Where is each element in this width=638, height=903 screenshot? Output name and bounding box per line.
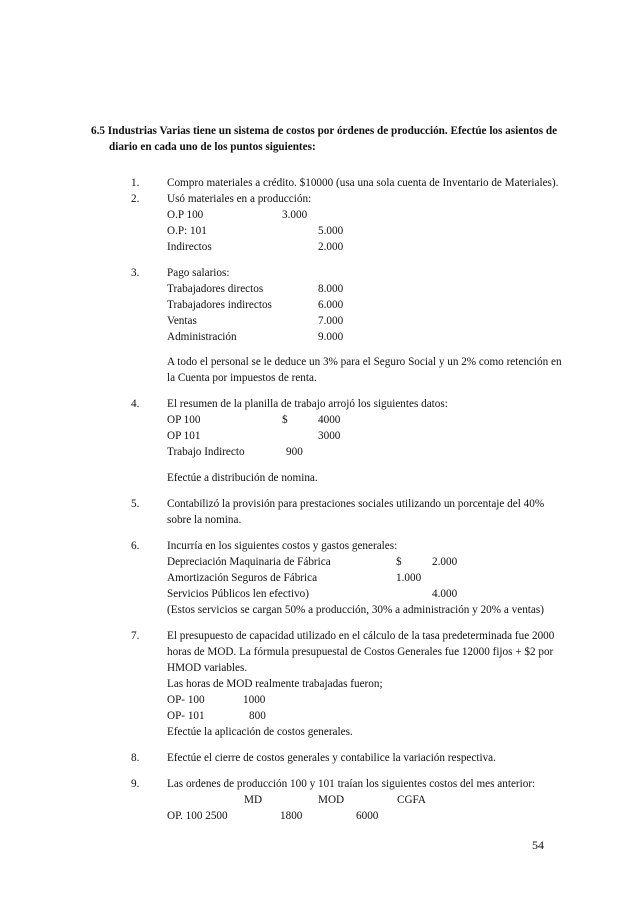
item-3-row3-label: Ventas (167, 315, 197, 327)
item-3-row2-label: Trabajadores indirectos (167, 299, 272, 311)
item-7-line1: El presupuesto de capacidad utilizado en el cálculo de la tasa predeterminada fue 2000 (167, 630, 555, 642)
item-9-header-mod: MOD (318, 794, 345, 806)
item-4-row1-value: 4000 (318, 414, 341, 426)
item-6-text: Incurría en los siguientes costos y gastos generales: (167, 540, 398, 552)
item-9-header-cgfa: CGFA (397, 794, 427, 806)
item-6-row3-value: 4.000 (432, 588, 458, 600)
item-1-text: Compro materiales a crédito. $10000 (usa una sola cuenta de Inventario de Materiales). (167, 177, 559, 189)
item-7-row2-label: OP- 101 (167, 710, 205, 722)
item-5-line2: sobre la nomina. (167, 514, 242, 526)
item-4-row2-value: 3000 (318, 430, 341, 442)
item-4-number: 4. (131, 398, 140, 410)
item-4-row1-label: OP 100 (167, 414, 201, 426)
page-number: 54 (532, 838, 544, 852)
item-3-text: Pago salarios: (167, 267, 230, 279)
item-2-number: 2. (131, 193, 140, 205)
item-7-row1-value: 1000 (243, 694, 266, 706)
item-8-number: 8. (131, 752, 140, 764)
item-3-row3-value: 7.000 (318, 315, 344, 327)
item-9-row1-label: OP. 100 2500 (167, 810, 228, 822)
item-3-row4-label: Administración (167, 331, 237, 343)
item-6-row1-currency: $ (396, 556, 402, 568)
item-7-note: Efectúe la aplicación de costos generales. (167, 726, 353, 738)
item-3-note-line2: la Cuenta por impuestos de renta. (167, 372, 317, 384)
item-6-number: 6. (131, 540, 140, 552)
item-3-number: 3. (131, 267, 140, 279)
item-7-line2: horas de MOD. La fórmula presupuestal de Costos Generales fue 12000 fijos + $2 por (167, 646, 554, 658)
item-9-row1-cgfa: 6000 (356, 810, 379, 822)
item-4-text: El resumen de la planilla de trabajo arrojó los siguientes datos: (167, 398, 448, 410)
item-4-row1-currency: $ (282, 414, 288, 426)
item-7-line4: Las horas de MOD realmente trabajadas fueron; (167, 678, 383, 690)
item-1-number: 1. (131, 177, 140, 189)
item-5-line1: Contabilizó la provisión para prestaciones sociales utilizando un porcentaje del 40% (167, 498, 545, 510)
item-9-header-md: MD (244, 794, 263, 806)
item-2-row2-value: 5.000 (318, 225, 344, 237)
item-3-note-line1: A todo el personal se le deduce un 3% para el Seguro Social y un 2% como retención en (167, 356, 562, 368)
item-5-number: 5. (131, 498, 140, 510)
item-4-note: Efectúe a distribución de nomina. (167, 472, 318, 484)
item-9-number: 9. (131, 778, 140, 790)
item-2-row1-label: O.P 100 (167, 209, 204, 221)
item-7-row1-label: OP- 100 (167, 694, 205, 706)
item-7-number: 7. (131, 630, 140, 642)
item-6-row1-label: Depreciación Maquinaria de Fábrica (167, 556, 331, 568)
item-9-row1-mod: 1800 (280, 810, 303, 822)
item-9-text: Las ordenes de producción 100 y 101 traían los siguientes costos del mes anterior: (167, 778, 536, 790)
exercise-heading-line1: 6.5 Industrias Varias tiene un sistema de costos por órdenes de producción. Efectúe los asientos de (91, 125, 558, 137)
item-4-row3-value: 900 (286, 446, 303, 458)
item-2-row3-value: 2.000 (318, 241, 344, 253)
item-7-row2-value: 800 (249, 710, 266, 722)
item-2-row2-label: O.P: 101 (167, 225, 207, 237)
item-6-row1-value: 2.000 (432, 556, 458, 568)
item-4-row2-label: OP 101 (167, 430, 201, 442)
item-3-row2-value: 6.000 (318, 299, 344, 311)
item-6-row2-label: Amortización Seguros de Fábrica (167, 572, 318, 584)
item-3-row1-value: 8.000 (318, 283, 344, 295)
item-3-row1-label: Trabajadores directos (167, 283, 264, 295)
item-2-text: Usó materiales en a producción: (167, 193, 312, 205)
item-3-row4-value: 9.000 (318, 331, 344, 343)
item-2-row3-label: Indirectos (167, 241, 212, 253)
item-4-row3-label: Trabajo Indirecto (167, 446, 245, 458)
item-7-line3: HMOD variables. (167, 662, 248, 674)
exercise-heading-line2: diario en cada uno de los puntos siguientes: (109, 141, 316, 153)
item-2-row1-value: 3.000 (282, 209, 308, 221)
item-6-note: (Estos servicios se cargan 50% a producción, 30% a administración y 20% a ventas) (167, 604, 544, 616)
item-6-row2-value: 1.000 (396, 572, 422, 584)
item-6-row3-label: Servicios Públicos len efectivo) (167, 588, 309, 600)
item-8-text: Efectúe el cierre de costos generales y contabilice la variación respectiva. (167, 752, 496, 764)
